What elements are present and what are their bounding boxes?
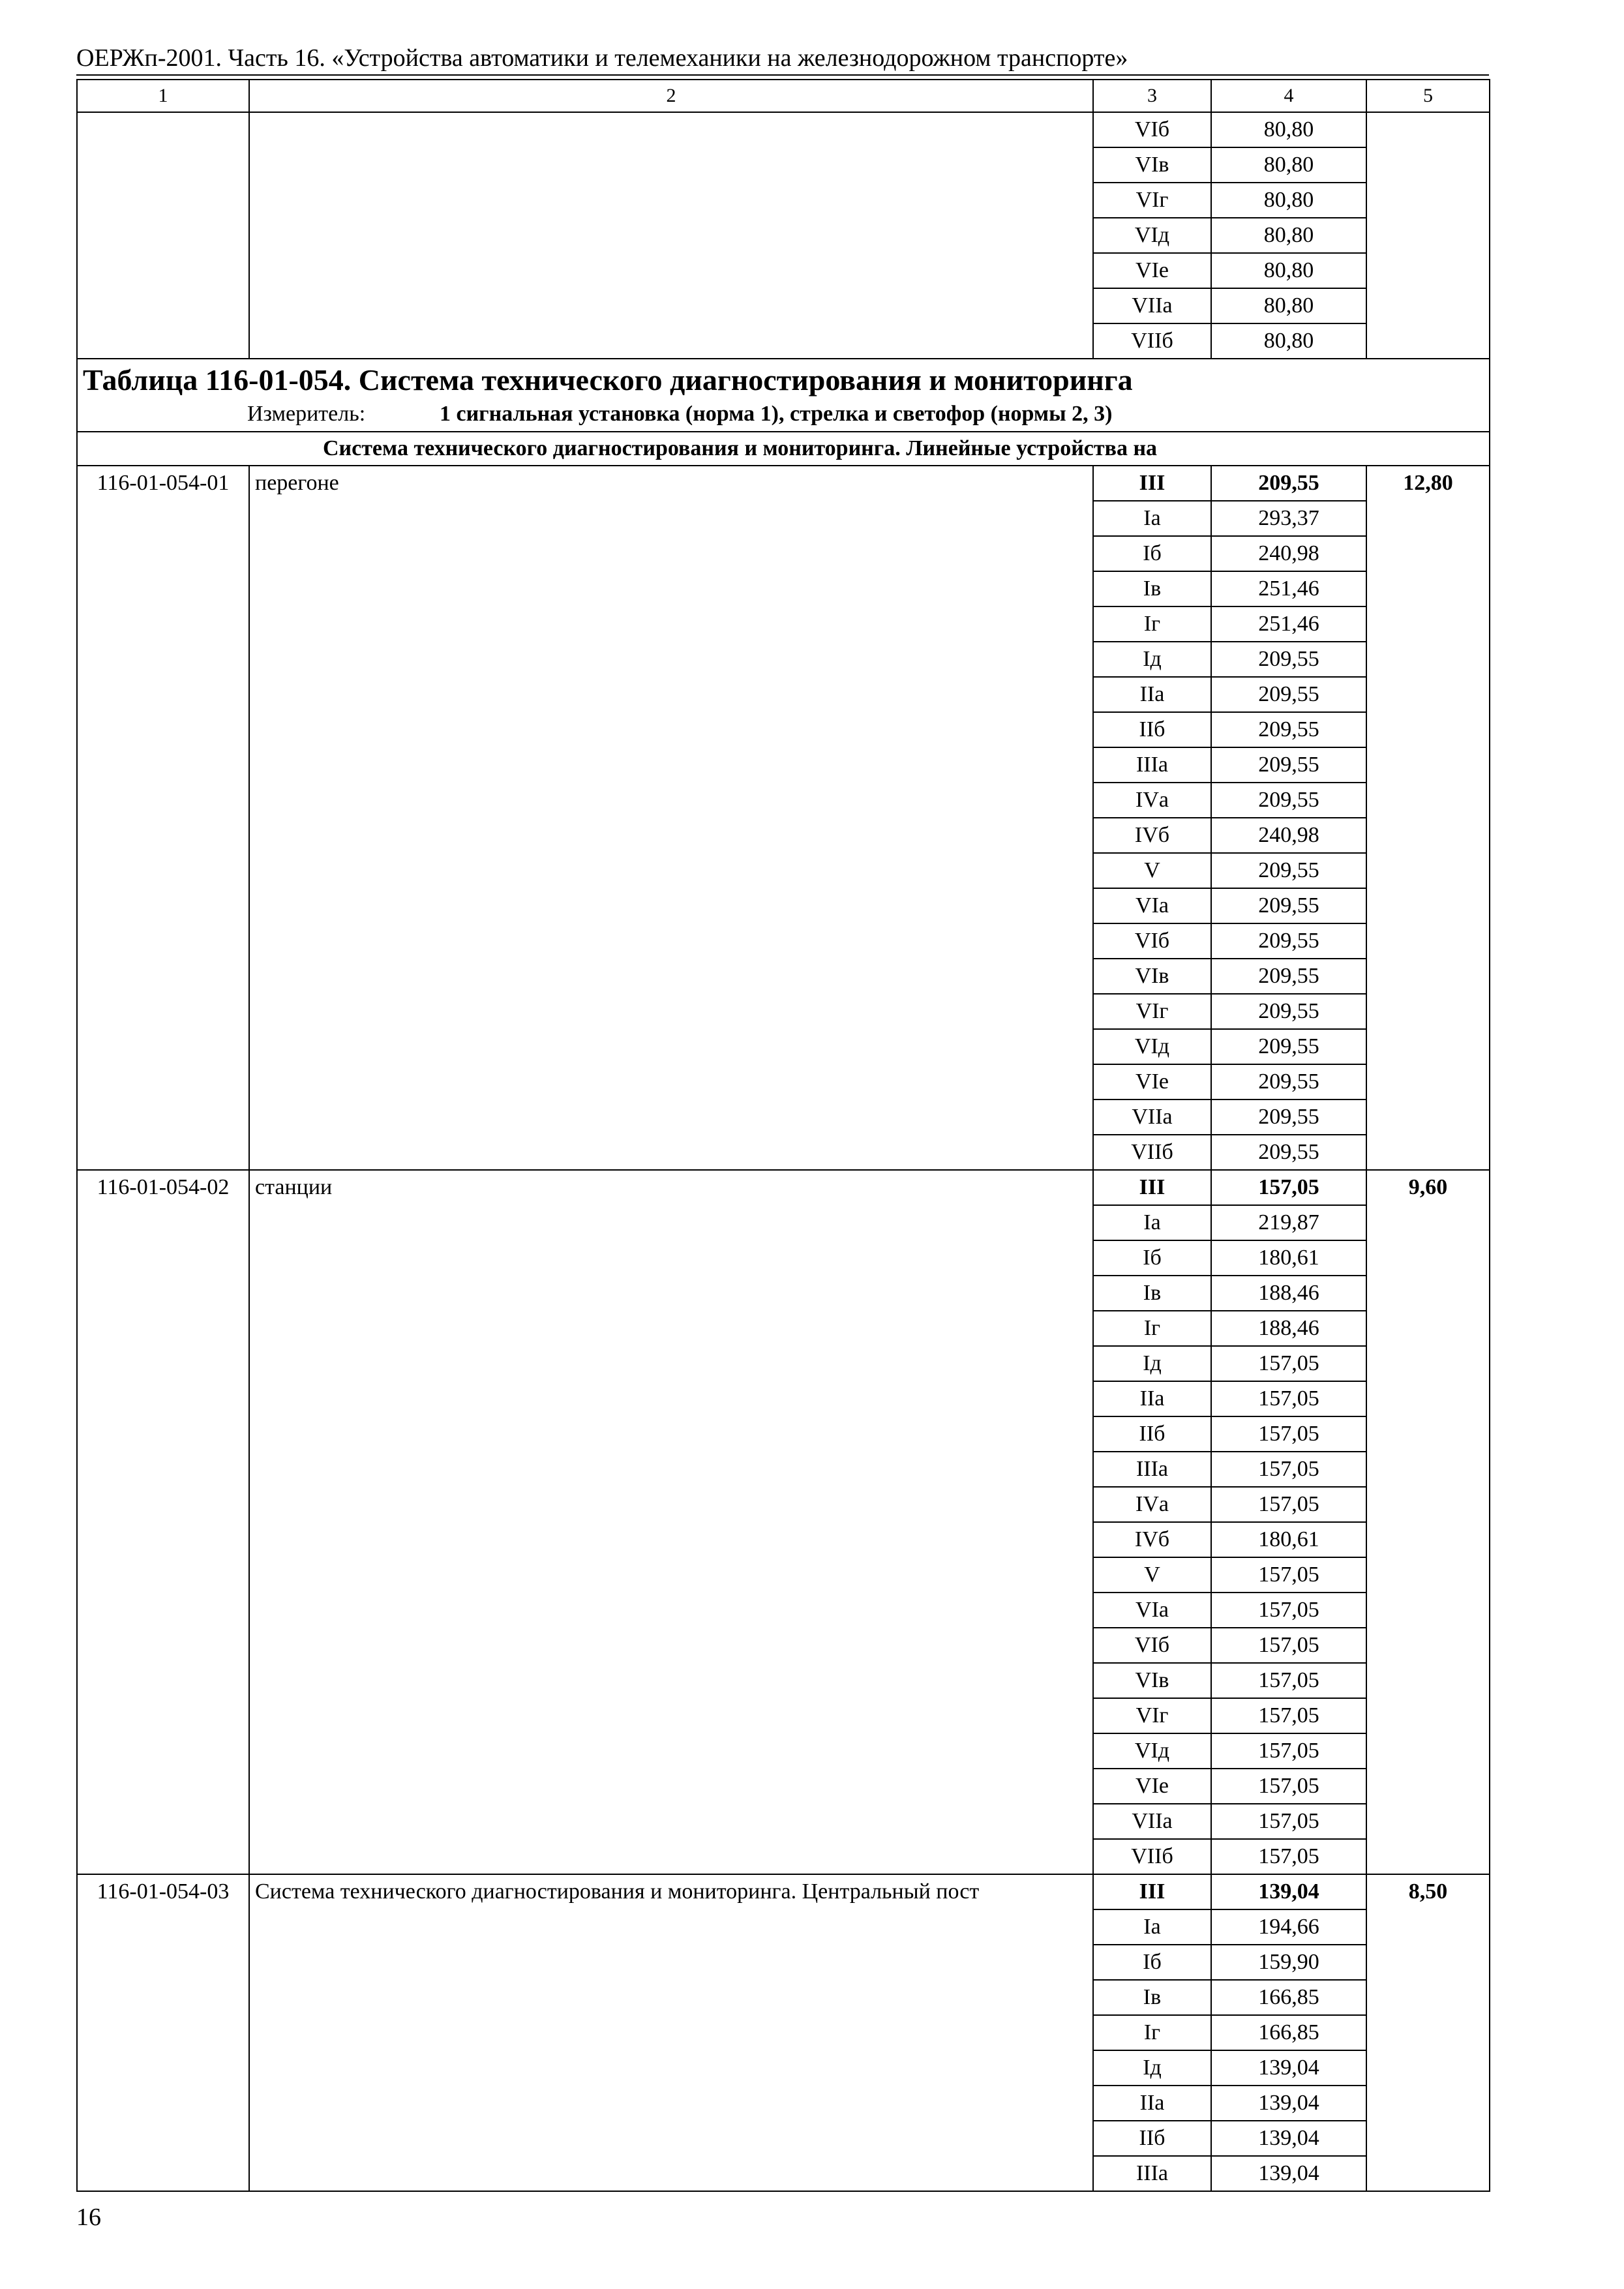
price-cell: 157,05 xyxy=(1211,1628,1366,1663)
price-cell: 157,05 xyxy=(1211,1839,1366,1874)
code-cell: 116-01-054-01 xyxy=(77,466,249,1170)
price-cell: 139,04 xyxy=(1211,1874,1366,1909)
price-cell: 209,55 xyxy=(1211,888,1366,923)
zone-cell: Iв xyxy=(1093,571,1211,606)
zone-cell: Iг xyxy=(1093,1311,1211,1346)
price-cell: 166,85 xyxy=(1211,2015,1366,2050)
price-cell: 139,04 xyxy=(1211,2121,1366,2156)
price-cell: 80,80 xyxy=(1211,147,1366,183)
table-title: Таблица 116-01-054. Система технического диагностирования и мониторинга xyxy=(83,363,1133,396)
zone-cell: VIIб xyxy=(1093,1839,1211,1874)
zone-cell: Iа xyxy=(1093,1909,1211,1945)
price-cell: 209,55 xyxy=(1211,677,1366,712)
zone-cell: Iб xyxy=(1093,536,1211,571)
price-cell: 209,55 xyxy=(1211,642,1366,677)
code-cell: 116-01-054-03 xyxy=(77,1874,249,2191)
zone-cell: VIд xyxy=(1093,1733,1211,1769)
price-cell: 80,80 xyxy=(1211,112,1366,147)
zone-cell: IVб xyxy=(1093,1522,1211,1557)
price-cell: 157,05 xyxy=(1211,1663,1366,1698)
zone-cell: IIа xyxy=(1093,677,1211,712)
zone-cell: IIа xyxy=(1093,2086,1211,2121)
price-cell: 157,05 xyxy=(1211,1733,1366,1769)
column-number: 1 xyxy=(77,80,249,112)
zone-cell: VIIа xyxy=(1093,288,1211,323)
price-cell: 139,04 xyxy=(1211,2156,1366,2191)
zone-cell: VIд xyxy=(1093,218,1211,253)
zone-cell: V xyxy=(1093,853,1211,888)
price-cell: 166,85 xyxy=(1211,1980,1366,2015)
zone-cell: IIIа xyxy=(1093,747,1211,783)
column-number: 2 xyxy=(249,80,1093,112)
zone-cell: VIд xyxy=(1093,1029,1211,1064)
zone-cell: VIв xyxy=(1093,147,1211,183)
price-cell: 139,04 xyxy=(1211,2086,1366,2121)
zone-cell: Iд xyxy=(1093,1346,1211,1381)
wage-cell xyxy=(1366,112,1490,359)
page-number: 16 xyxy=(76,2204,101,2231)
zone-cell: VIг xyxy=(1093,1698,1211,1733)
zone-cell: IIIа xyxy=(1093,2156,1211,2191)
price-cell: 188,46 xyxy=(1211,1311,1366,1346)
price-cell: 80,80 xyxy=(1211,323,1366,359)
price-cell: 240,98 xyxy=(1211,536,1366,571)
table-row xyxy=(77,1170,1490,1205)
price-cell: 159,90 xyxy=(1211,1945,1366,1980)
zone-cell: VIб xyxy=(1093,1628,1211,1663)
price-cell: 157,05 xyxy=(1211,1170,1366,1205)
zone-cell: VIг xyxy=(1093,183,1211,218)
description-cell: станции xyxy=(249,1170,1093,1874)
zone-cell: VIа xyxy=(1093,888,1211,923)
zone-cell: IVа xyxy=(1093,1487,1211,1522)
zone-cell: VIб xyxy=(1093,112,1211,147)
price-cell: 80,80 xyxy=(1211,218,1366,253)
zone-cell: Iв xyxy=(1093,1276,1211,1311)
price-cell: 209,55 xyxy=(1211,1029,1366,1064)
measure-label: Измеритель: xyxy=(247,402,366,426)
description-cell xyxy=(249,112,1093,359)
price-cell: 157,05 xyxy=(1211,1416,1366,1452)
price-cell: 139,04 xyxy=(1211,2050,1366,2086)
table-row xyxy=(77,466,1490,501)
description-cell: перегоне xyxy=(249,466,1093,1170)
price-cell: 157,05 xyxy=(1211,1593,1366,1628)
price-cell: 157,05 xyxy=(1211,1804,1366,1839)
price-cell: 209,55 xyxy=(1211,959,1366,994)
price-cell: 209,55 xyxy=(1211,712,1366,747)
zone-cell: VIв xyxy=(1093,1663,1211,1698)
price-cell: 157,05 xyxy=(1211,1346,1366,1381)
price-cell: 194,66 xyxy=(1211,1909,1366,1945)
price-cell: 251,46 xyxy=(1211,606,1366,642)
price-cell: 157,05 xyxy=(1211,1769,1366,1804)
price-cell: 180,61 xyxy=(1211,1522,1366,1557)
zone-cell: V xyxy=(1093,1557,1211,1593)
price-cell: 157,05 xyxy=(1211,1698,1366,1733)
zone-cell: VIIа xyxy=(1093,1804,1211,1839)
group-title: Система технического диагностирования и мониторинга. Линейные устройства на xyxy=(77,432,1490,466)
zone-cell: VIIа xyxy=(1093,1100,1211,1135)
column-number: 5 xyxy=(1366,80,1490,112)
zone-cell: Iб xyxy=(1093,1240,1211,1276)
measure-line xyxy=(83,400,1489,428)
price-cell: 157,05 xyxy=(1211,1381,1366,1416)
price-cell: 209,55 xyxy=(1211,1135,1366,1170)
table-row xyxy=(77,1874,1490,1909)
zone-cell: IVб xyxy=(1093,818,1211,853)
price-cell: 80,80 xyxy=(1211,253,1366,288)
zone-cell: VIе xyxy=(1093,1769,1211,1804)
zone-cell: III xyxy=(1093,1170,1211,1205)
zone-cell: VIIб xyxy=(1093,323,1211,359)
price-cell: 80,80 xyxy=(1211,288,1366,323)
page-header: ОЕРЖп-2001. Часть 16. «Устройства автоматики и телемеханики на железнодорожном транспорте» xyxy=(76,44,1128,72)
rates-table xyxy=(76,79,1490,2192)
column-number: 3 xyxy=(1093,80,1211,112)
price-cell: 209,55 xyxy=(1211,923,1366,959)
zone-cell: III xyxy=(1093,466,1211,501)
zone-cell: IIб xyxy=(1093,2121,1211,2156)
price-cell: 209,55 xyxy=(1211,994,1366,1029)
price-cell: 157,05 xyxy=(1211,1487,1366,1522)
zone-cell: VIа xyxy=(1093,1593,1211,1628)
code-cell: 116-01-054-02 xyxy=(77,1170,249,1874)
table-row xyxy=(77,112,1490,147)
zone-cell: IIIа xyxy=(1093,1452,1211,1487)
price-cell: 209,55 xyxy=(1211,783,1366,818)
zone-cell: VIв xyxy=(1093,959,1211,994)
measure-value: 1 сигнальная установка (норма 1), стрелка и светофор (нормы 2, 3) xyxy=(440,402,1113,426)
price-cell: 209,55 xyxy=(1211,1100,1366,1135)
description-cell: Система технического диагностирования и мониторинга. Центральный пост xyxy=(249,1874,1093,2191)
zone-cell: Iг xyxy=(1093,606,1211,642)
zone-cell: IIа xyxy=(1093,1381,1211,1416)
price-cell: 209,55 xyxy=(1211,466,1366,501)
price-cell: 80,80 xyxy=(1211,183,1366,218)
price-cell: 251,46 xyxy=(1211,571,1366,606)
column-numbers-row xyxy=(77,80,1490,112)
zone-cell: Iд xyxy=(1093,642,1211,677)
group-title-row xyxy=(77,432,1490,466)
price-cell: 157,05 xyxy=(1211,1452,1366,1487)
table-title-cell xyxy=(77,359,1490,432)
price-cell: 209,55 xyxy=(1211,747,1366,783)
zone-cell: IIб xyxy=(1093,1416,1211,1452)
zone-cell: Iа xyxy=(1093,501,1211,536)
zone-cell: Iв xyxy=(1093,1980,1211,2015)
price-cell: 209,55 xyxy=(1211,1064,1366,1100)
zone-cell: VIе xyxy=(1093,253,1211,288)
header-rule xyxy=(76,74,1489,76)
zone-cell: Iг xyxy=(1093,2015,1211,2050)
code-cell xyxy=(77,112,249,359)
zone-cell: IVа xyxy=(1093,783,1211,818)
zone-cell: IIб xyxy=(1093,712,1211,747)
wage-cell: 12,80 xyxy=(1366,466,1490,1170)
price-cell: 293,37 xyxy=(1211,501,1366,536)
price-cell: 209,55 xyxy=(1211,853,1366,888)
zone-cell: VIг xyxy=(1093,994,1211,1029)
price-cell: 188,46 xyxy=(1211,1276,1366,1311)
wage-cell: 8,50 xyxy=(1366,1874,1490,2191)
zone-cell: VIб xyxy=(1093,923,1211,959)
price-cell: 180,61 xyxy=(1211,1240,1366,1276)
zone-cell: III xyxy=(1093,1874,1211,1909)
price-cell: 219,87 xyxy=(1211,1205,1366,1240)
table-title-row xyxy=(77,359,1490,432)
zone-cell: Iд xyxy=(1093,2050,1211,2086)
zone-cell: VIе xyxy=(1093,1064,1211,1100)
column-number: 4 xyxy=(1211,80,1366,112)
wage-cell: 9,60 xyxy=(1366,1170,1490,1874)
price-cell: 240,98 xyxy=(1211,818,1366,853)
zone-cell: VIIб xyxy=(1093,1135,1211,1170)
zone-cell: Iа xyxy=(1093,1205,1211,1240)
price-cell: 157,05 xyxy=(1211,1557,1366,1593)
zone-cell: Iб xyxy=(1093,1945,1211,1980)
